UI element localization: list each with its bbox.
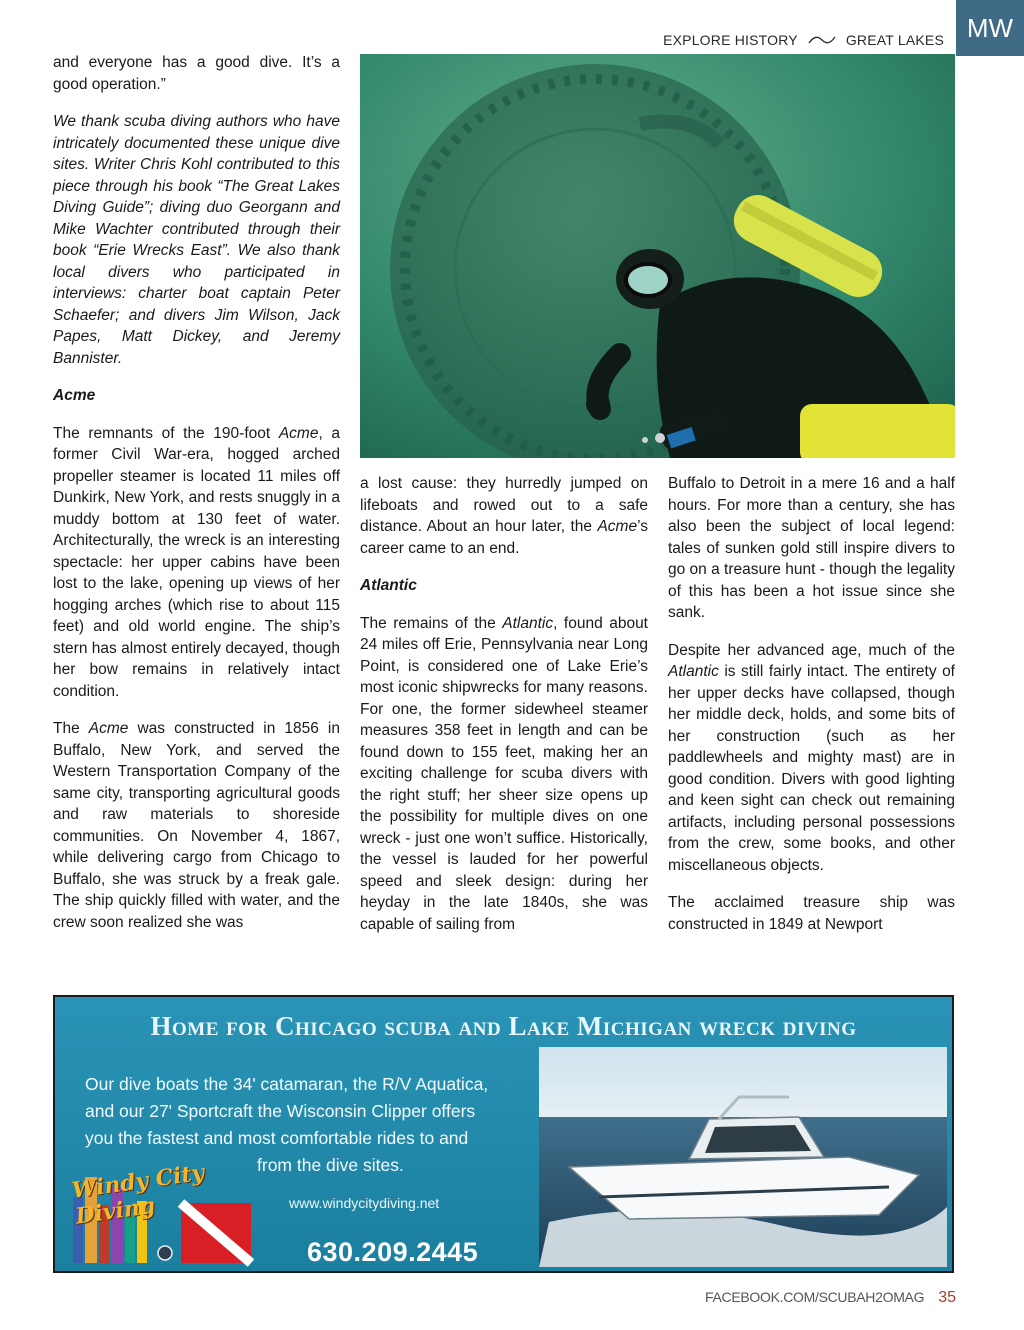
- ad-website-link[interactable]: www.windycitydiving.net: [289, 1195, 440, 1211]
- boat-illustration: [539, 1047, 947, 1267]
- subheading-atlantic: Atlantic: [360, 577, 417, 594]
- paragraph: The remnants of the 190-foot Acme, a former Civil War-era, hogged arched propeller steamer is located 11 miles off Dunkirk, New York, and rests snuggly in a muddy bottom at 130 feet of water. Architecturally, the wreck is an interesting spectacle: her upper cabins have been lost to the lake, opening up views of her hogging arches (which rise to about 115 feet) and old world engine. The ship’s stern has almost entirely decayed, though her bow remains in relatively intact condition.: [53, 424, 341, 700]
- article-column-1: [53, 52, 340, 949]
- paragraph: a lost cause: they hurredly jumped on lifeboats and rowed out to a safe distance. About an hour later, the Acme’s career came to an end.: [360, 475, 648, 557]
- wave-icon: [808, 34, 836, 46]
- header-section: EXPLORE HISTORY: [663, 32, 798, 48]
- paragraph: Despite her advanced age, much of the Atlantic is still fairly intact. The entirety of her upper decks have collapsed, though her middle deck, holds, and some bits of her construction (such as her paddlewheels and mighty mast) are in good condition. Divers with good lighting and keen sight can check out remaining artifacts, including personal possessions from the crew, some books, and other miscellaneous objects.: [668, 641, 955, 874]
- advertisement[interactable]: [53, 995, 954, 1273]
- subheading-acme: Acme: [53, 387, 96, 404]
- paragraph: The acclaimed treasure ship was constructed in 1849 at Newport: [668, 894, 955, 933]
- diver-illustration: [360, 54, 955, 458]
- ad-phone-number[interactable]: 630.209.2445: [307, 1237, 479, 1267]
- diver-photo: [360, 54, 955, 458]
- paragraph: The Acme was constructed in 1856 in Buffalo, New York, and served the Western Transportation Company of the same city, transporting agricultural goods and raw materials to shoreside communities. On November 4, 1867, while delivering cargo from Chicago to Buffalo, she was struck by a freak gale. The ship quickly filled with water, and the crew soon realized she was: [53, 720, 341, 931]
- section-tab: MW: [956, 0, 1024, 56]
- ad-body-line: from the dive sites.: [257, 1155, 404, 1175]
- ad-body-line: you the fastest and most comfortable rides to and: [85, 1128, 469, 1148]
- ad-headline: Home for Chicago scuba and Lake Michigan wreck diving: [150, 1011, 857, 1041]
- page-footer: [705, 1289, 956, 1307]
- ad-body-line: Our dive boats the 34' catamaran, the R/V Aquatica,: [85, 1074, 489, 1094]
- boat-photo: [539, 1047, 947, 1267]
- paragraph: The remains of the Atlantic, found about 24 miles off Erie, Pennsylvania near Long Point, is considered one of Lake Erie’s most iconic shipwrecks for many reasons. For one, the former sidewheel steamer measures 358 feet in length and can be found down to 155 feet, making her an exciting challenge for scuba divers with the right stuff; her sheer size opens up the possibility for multiple dives on one wreck - just one won’t suffice. Historically, the vessel is lauded for her powerful speed and sleek design: during her heyday in the late 1840s, she was capable of sailing from: [360, 614, 648, 933]
- running-header: [663, 32, 944, 48]
- article-column-3: [668, 473, 955, 951]
- acknowledgement-paragraph: We thank scuba diving authors who have intricately documented these unique dive sites. Writer Chris Kohl contributed to this piece through his book “The Great Lakes Diving Guide”; diving duo Georgann and Mike Wachter contributed through their book “Erie Wrecks East”. We also thank local divers who participated in interviews: charter boat captain Peter Schaefer; and divers Jim Wilson, Jack Papes, Matt Dickey, and Jeremy Bannister.: [53, 113, 340, 367]
- page-number: 35: [938, 1289, 956, 1306]
- windy-city-diving-logo: [69, 1157, 259, 1267]
- header-topic: GREAT LAKES: [845, 32, 944, 48]
- article-column-2: [360, 473, 648, 951]
- footer-website[interactable]: FACEBOOK.COM/SCUBAH2OMAG: [705, 1289, 925, 1305]
- paragraph: Buffalo to Detroit in a mere 16 and a half hours. For more than a century, she has also been the subject of local legend: tales of sunken gold still inspire divers to go on a treasure hunt - though the legality of this has been a hot issue since she sank.: [668, 475, 955, 621]
- ad-body-line: and our 27' Sportcraft the Wisconsin Clipper offers: [85, 1101, 476, 1121]
- paragraph: and everyone has a good dive. It’s a good operation.”: [53, 54, 340, 93]
- logo-text: Windy City Diving: [70, 1159, 206, 1230]
